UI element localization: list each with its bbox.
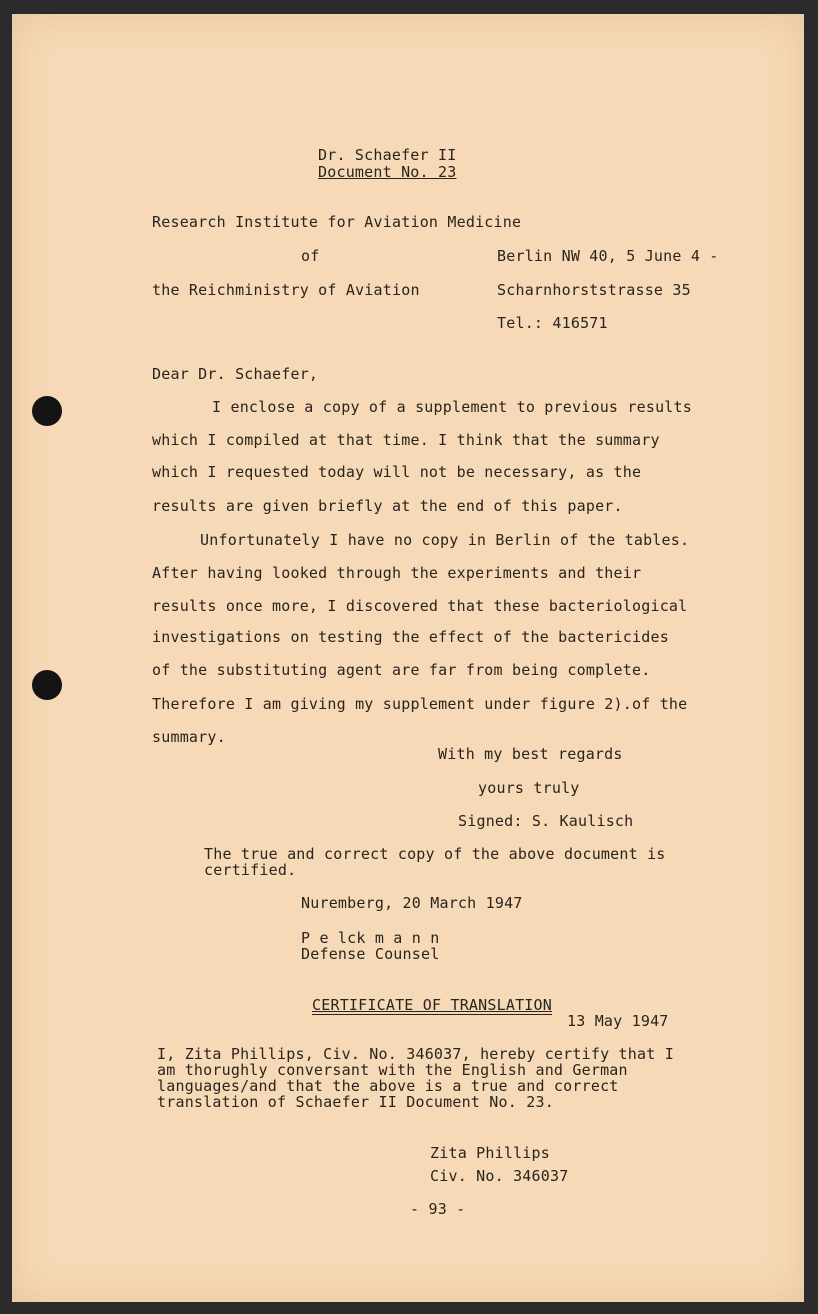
body-line: summary. (152, 728, 226, 746)
punch-hole-bottom (32, 670, 62, 700)
body-line: After having looked through the experiments and their (152, 564, 642, 582)
city-date: Berlin NW 40, 5 June 4 - (497, 247, 719, 265)
translator-civ-number: Civ. No. 346037 (430, 1167, 569, 1185)
translation-certificate-heading: CERTIFICATE OF TRANSLATION (312, 996, 552, 1014)
document-page (12, 14, 804, 1302)
body-line: of the substituting agent are far from being complete. (152, 661, 651, 679)
translation-certificate-date: 13 May 1947 (567, 1012, 669, 1030)
body-line: Unfortunately I have no copy in Berlin of the tables. (200, 531, 690, 549)
body-line: Therefore I am giving my supplement under figure 2).of the (152, 695, 688, 713)
body-line: results once more, I discovered that these bacteriological (152, 597, 688, 615)
page-number: - 93 - (410, 1200, 466, 1218)
body-line: which I compiled at that time. I think that the summary (152, 431, 660, 449)
header-line-1: Dr. Schaefer II (318, 146, 457, 164)
certification-line-2: certified. (204, 861, 297, 879)
translation-cert-line: translation of Schaefer II Document No. 23. (157, 1093, 554, 1111)
punch-hole-top (32, 396, 62, 426)
header-line-2: Document No. 23 (318, 163, 457, 181)
street-address: Scharnhorststrasse 35 (497, 281, 691, 299)
institute-name: Research Institute for Aviation Medicine (152, 213, 522, 231)
certification-line-1: The true and correct copy of the above document is (204, 845, 666, 863)
institute-ministry: the Reichministry of Aviation (152, 281, 420, 299)
closing-yours: yours truly (478, 779, 580, 797)
institute-of: of (301, 247, 320, 265)
body-line: which I requested today will not be necessary, as the (152, 463, 642, 481)
translator-name: Zita Phillips (430, 1144, 550, 1162)
translation-cert-line: languages/and that the above is a true and correct (157, 1077, 619, 1095)
counsel-role: Defense Counsel (301, 945, 440, 963)
translation-cert-line: am thorughly conversant with the English and German (157, 1061, 628, 1079)
salutation: Dear Dr. Schaefer, (152, 365, 319, 383)
body-line: results are given briefly at the end of this paper. (152, 497, 623, 515)
counsel-name: P e lck m a n n (301, 929, 440, 947)
closing-signature: Signed: S. Kaulisch (458, 812, 634, 830)
body-line: I enclose a copy of a supplement to previous results (212, 398, 692, 416)
phone-number: Tel.: 416571 (497, 314, 608, 332)
closing-regards: With my best regards (438, 745, 623, 763)
certification-place-date: Nuremberg, 20 March 1947 (301, 894, 523, 912)
translation-cert-line: I, Zita Phillips, Civ. No. 346037, hereby certify that I (157, 1045, 674, 1063)
body-line: investigations on testing the effect of the bactericides (152, 628, 669, 646)
